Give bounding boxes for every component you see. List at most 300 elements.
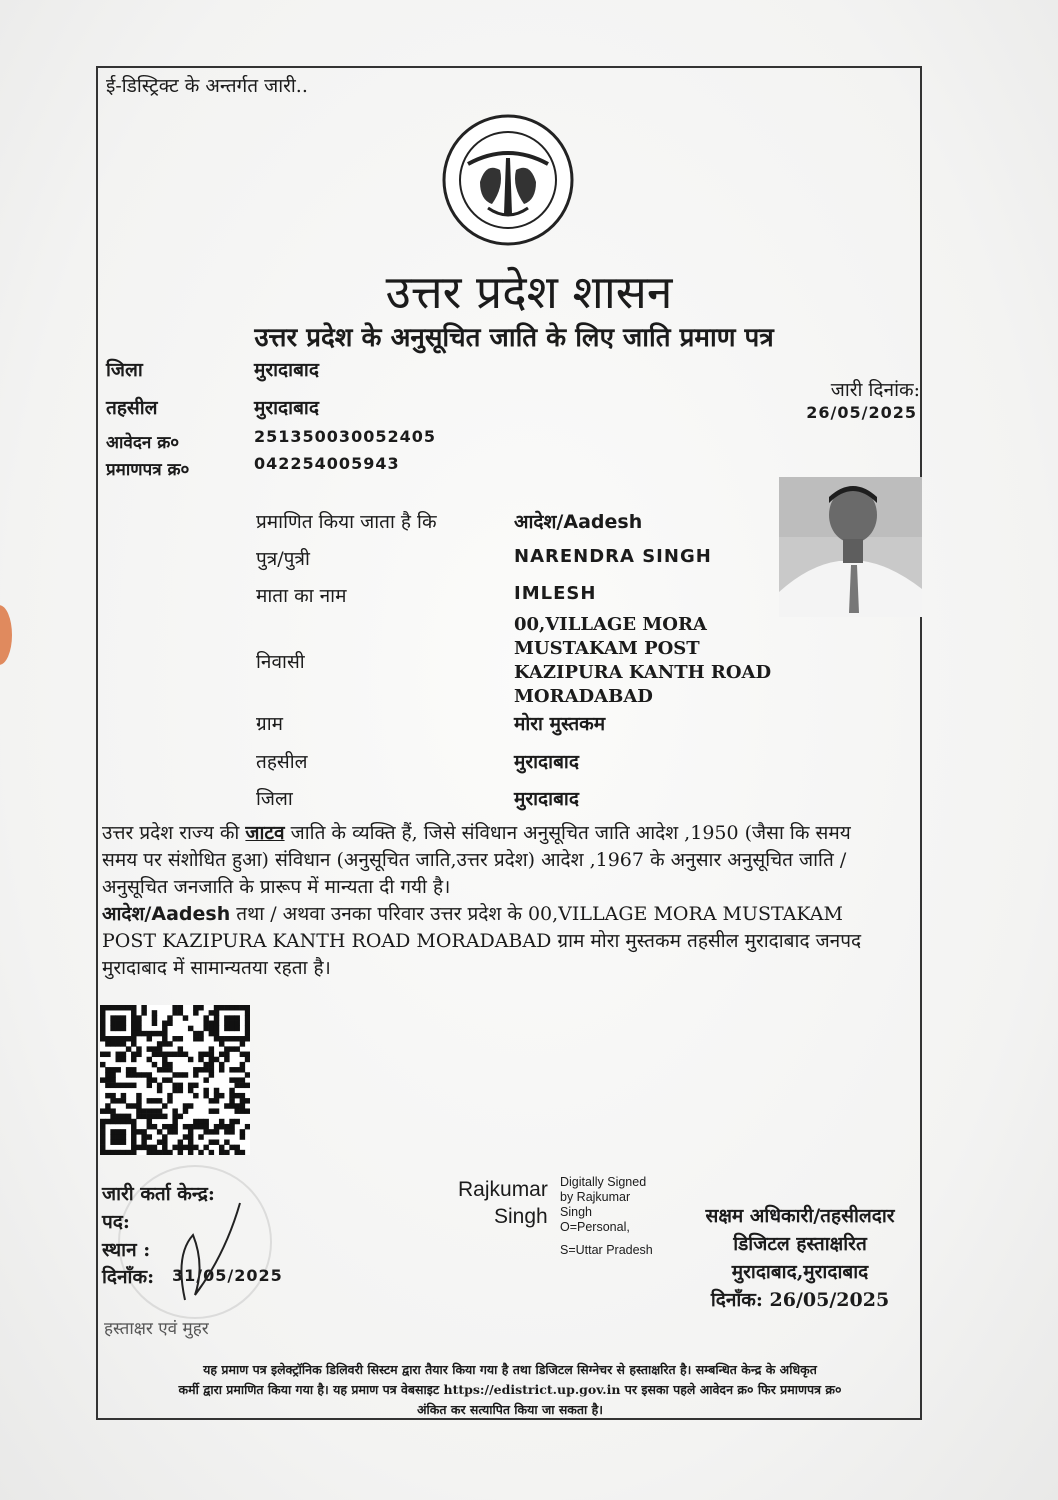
qr-module xyxy=(110,1134,115,1139)
qr-module xyxy=(157,1129,162,1134)
application-no-value: 251350030052405 xyxy=(254,427,436,446)
qr-module xyxy=(100,1052,105,1057)
place-label: स्थान : xyxy=(102,1239,151,1261)
qr-module xyxy=(105,1067,110,1072)
qr-module xyxy=(240,1093,245,1098)
qr-module xyxy=(234,1145,239,1150)
address-line: MUSTAKAM POST xyxy=(514,638,700,659)
qr-module xyxy=(162,1052,167,1057)
qr-module xyxy=(224,1139,229,1144)
caste-declaration-paragraph xyxy=(102,820,918,901)
qr-module xyxy=(234,1026,239,1031)
qr-module xyxy=(110,1005,115,1010)
qr-module xyxy=(214,1088,219,1093)
qr-module xyxy=(245,1005,250,1010)
qr-module xyxy=(234,1046,239,1051)
resident-address xyxy=(514,613,771,709)
qr-module xyxy=(141,1108,146,1113)
qr-module xyxy=(131,1072,136,1077)
qr-module xyxy=(100,1010,105,1015)
text: जाति के व्यक्ति हैं, जिसे संविधान अनुसूचित जाति आदेश ,1950 (जैसा कि समय xyxy=(290,822,851,844)
qr-module xyxy=(131,1031,136,1036)
qr-module xyxy=(100,1108,105,1113)
qr-module xyxy=(121,1119,126,1124)
qr-module xyxy=(209,1108,214,1113)
district-label: जिला xyxy=(106,359,143,381)
qr-module xyxy=(188,1129,193,1134)
qr-module xyxy=(131,1052,136,1057)
qr-module xyxy=(162,1134,167,1139)
mother-name-text: IMLESH xyxy=(514,583,597,604)
qr-module xyxy=(162,1077,167,1082)
qr-module xyxy=(224,1124,229,1129)
qr-module xyxy=(162,1114,167,1119)
qr-module xyxy=(198,1124,203,1129)
qr-module xyxy=(162,1150,167,1155)
qr-module xyxy=(203,1077,208,1082)
qr-module xyxy=(240,1077,245,1082)
qr-module xyxy=(121,1129,126,1134)
text: समय पर संशोधित हुआ) संविधान (अनुसूचित जाति,उत्तर प्रदेश) आदेश ,1967 के अनुसार अनुसूचित जाति / xyxy=(102,849,847,871)
verification-qr-code xyxy=(100,1005,250,1155)
qr-module xyxy=(203,1145,208,1150)
qr-module xyxy=(110,1093,115,1098)
qr-module xyxy=(178,1088,183,1093)
qr-module xyxy=(203,1052,208,1057)
qr-module xyxy=(162,1139,167,1144)
qr-module xyxy=(110,1021,115,1026)
qr-module xyxy=(219,1067,224,1072)
qr-module xyxy=(224,1046,229,1051)
qr-module xyxy=(136,1026,141,1031)
qr-module xyxy=(105,1052,110,1057)
qr-module xyxy=(121,1026,126,1031)
qr-module xyxy=(209,1010,214,1015)
qr-module xyxy=(141,1072,146,1077)
qr-module xyxy=(183,1108,188,1113)
qr-module xyxy=(193,1083,198,1088)
qr-module xyxy=(152,1150,157,1155)
qr-module xyxy=(214,1057,219,1062)
qr-module xyxy=(152,1145,157,1150)
qr-module xyxy=(136,1108,141,1113)
qr-module xyxy=(110,1129,115,1134)
handwritten-signature xyxy=(165,1195,255,1305)
text: Digitally Signed xyxy=(560,1175,647,1189)
qr-module xyxy=(147,1114,152,1119)
qr-module xyxy=(110,1036,115,1041)
qr-module xyxy=(152,1114,157,1119)
qr-module xyxy=(229,1103,234,1108)
qr-module xyxy=(167,1062,172,1067)
qr-module xyxy=(167,1015,172,1020)
qr-module xyxy=(240,1134,245,1139)
qr-module xyxy=(152,1062,157,1067)
qr-module xyxy=(121,1021,126,1026)
text: दिनाँक: 26/05/2025 xyxy=(710,1289,890,1311)
text: अनुसूचित जनजाति के प्रारूप में मान्यता दी गयी है। xyxy=(102,876,451,898)
qr-module xyxy=(116,1083,121,1088)
qr-module xyxy=(147,1124,152,1129)
qr-module xyxy=(157,1139,162,1144)
qr-module xyxy=(234,1083,239,1088)
qr-module xyxy=(136,1145,141,1150)
qr-module xyxy=(183,1134,188,1139)
qr-module xyxy=(116,1139,121,1144)
qr-module xyxy=(141,1139,146,1144)
qr-module xyxy=(141,1005,146,1010)
qr-module xyxy=(203,1062,208,1067)
qr-module xyxy=(121,1041,126,1046)
qr-module xyxy=(234,1093,239,1098)
qr-module xyxy=(152,1031,157,1036)
qr-module xyxy=(188,1145,193,1150)
qr-module xyxy=(100,1150,105,1155)
certificate-no-value: 042254005943 xyxy=(254,454,400,473)
certificate-no-label: प्रमाणपत्र क्र० xyxy=(106,460,190,480)
text: by Rajkumar xyxy=(560,1190,631,1204)
qr-module xyxy=(152,1046,157,1051)
qr-module xyxy=(100,1124,105,1129)
up-government-emblem xyxy=(440,112,576,248)
qr-module xyxy=(116,1114,121,1119)
qr-module xyxy=(116,1041,121,1046)
qr-module xyxy=(229,1026,234,1031)
qr-module xyxy=(203,1067,208,1072)
post-label: पद: xyxy=(102,1211,130,1233)
issue-date-label: जारी दिनांक: xyxy=(830,379,920,401)
qr-module xyxy=(209,1031,214,1036)
qr-module xyxy=(198,1134,203,1139)
qr-module xyxy=(219,1124,224,1129)
qr-module xyxy=(136,1021,141,1026)
qr-module xyxy=(152,1077,157,1082)
qr-module xyxy=(167,1067,172,1072)
qr-module xyxy=(136,1093,141,1098)
qr-module xyxy=(245,1083,250,1088)
qr-module xyxy=(203,1015,208,1020)
footer-verification-note xyxy=(102,1360,918,1420)
qr-module xyxy=(245,1098,250,1103)
qr-module xyxy=(131,1150,136,1155)
qr-module xyxy=(131,1083,136,1088)
qr-module xyxy=(126,1114,131,1119)
qr-module xyxy=(214,1015,219,1020)
qr-module xyxy=(121,1052,126,1057)
qr-module xyxy=(183,1103,188,1108)
qr-module xyxy=(198,1067,203,1072)
qr-module xyxy=(214,1098,219,1103)
district-value: मुरादाबाद xyxy=(254,359,319,381)
qr-module xyxy=(136,1031,141,1036)
qr-module xyxy=(136,1052,141,1057)
qr-module xyxy=(126,1046,131,1051)
qr-module xyxy=(178,1052,183,1057)
qr-module xyxy=(245,1052,250,1057)
issuing-center-label: जारी कर्ता केन्द्र: xyxy=(102,1183,215,1205)
qr-module xyxy=(234,1067,239,1072)
qr-module xyxy=(219,1005,224,1010)
qr-module xyxy=(116,1036,121,1041)
qr-module xyxy=(152,1010,157,1015)
competent-authority xyxy=(682,1202,918,1314)
qr-module xyxy=(172,1088,177,1093)
qr-module xyxy=(178,1072,183,1077)
qr-module xyxy=(116,1005,121,1010)
qr-module xyxy=(198,1052,203,1057)
qr-module xyxy=(214,1036,219,1041)
certified-value: आदेश/Aadesh xyxy=(514,511,643,533)
details-district-label: जिला xyxy=(256,788,293,810)
qr-module xyxy=(224,1036,229,1041)
qr-module xyxy=(131,1015,136,1020)
qr-module xyxy=(219,1062,224,1067)
qr-module xyxy=(162,1026,167,1031)
residence-paragraph xyxy=(102,901,918,982)
village-label: ग्राम xyxy=(256,713,283,735)
qr-module xyxy=(229,1077,234,1082)
qr-module xyxy=(141,1129,146,1134)
qr-module xyxy=(131,1129,136,1134)
qr-module xyxy=(229,1067,234,1072)
qr-module xyxy=(229,1005,234,1010)
qr-module xyxy=(110,1077,115,1082)
qr-module xyxy=(147,1119,152,1124)
qr-module xyxy=(209,1021,214,1026)
qr-module xyxy=(188,1083,193,1088)
qr-module xyxy=(167,1129,172,1134)
qr-module xyxy=(198,1057,203,1062)
qr-module xyxy=(131,1010,136,1015)
qr-module xyxy=(229,1015,234,1020)
qr-module xyxy=(209,1139,214,1144)
qr-module xyxy=(131,1026,136,1031)
qr-module xyxy=(193,1072,198,1077)
signature-seal-label: हस्ताक्षर एवं मुहर xyxy=(104,1319,209,1339)
address-line: 00,VILLAGE MORA xyxy=(514,614,707,635)
qr-module xyxy=(157,1088,162,1093)
qr-module xyxy=(157,1083,162,1088)
qr-module xyxy=(141,1134,146,1139)
qr-module xyxy=(214,1124,219,1129)
qr-module xyxy=(167,1093,172,1098)
application-no-label: आवेदन क्र० xyxy=(106,433,180,453)
qr-module xyxy=(121,1057,126,1062)
qr-module xyxy=(167,1077,172,1082)
qr-module xyxy=(167,1124,172,1129)
qr-module xyxy=(198,1119,203,1124)
digital-signature-details xyxy=(560,1175,653,1258)
qr-module xyxy=(100,1026,105,1031)
qr-module xyxy=(234,1150,239,1155)
qr-module xyxy=(126,1103,131,1108)
qr-module xyxy=(100,1119,105,1124)
qr-module xyxy=(157,1114,162,1119)
qr-module xyxy=(245,1010,250,1015)
qr-module xyxy=(100,1031,105,1036)
qr-module xyxy=(224,1150,229,1155)
qr-module xyxy=(136,1015,141,1020)
digital-signer-name-1: Rajkumar xyxy=(458,1178,548,1201)
qr-module xyxy=(105,1083,110,1088)
qr-module xyxy=(198,1150,203,1155)
qr-module xyxy=(121,1005,126,1010)
qr-module xyxy=(100,1062,105,1067)
qr-module xyxy=(162,1145,167,1150)
qr-module xyxy=(172,1083,177,1088)
text: कर्मी द्वारा प्रमाणित किया गया है। यह प्रमाण पत्र वेबसाइट https://edistrict.up.gov.in पर इसका पहले आवेदन क्र० फिर प्रमाणपत्र क्र० xyxy=(178,1382,842,1397)
qr-module xyxy=(183,1145,188,1150)
qr-module xyxy=(234,1005,239,1010)
qr-module xyxy=(105,1005,110,1010)
qr-module xyxy=(193,1145,198,1150)
qr-module xyxy=(121,1093,126,1098)
qr-module xyxy=(193,1119,198,1124)
qr-module xyxy=(178,1114,183,1119)
qr-module xyxy=(219,1119,224,1124)
qr-module xyxy=(178,1145,183,1150)
qr-module xyxy=(229,1088,234,1093)
qr-module xyxy=(240,1062,245,1067)
qr-module xyxy=(105,1108,110,1113)
qr-module xyxy=(116,1150,121,1155)
qr-module xyxy=(121,1036,126,1041)
qr-module xyxy=(136,1098,141,1103)
qr-module xyxy=(105,1093,110,1098)
text: सक्षम अधिकारी/तहसीलदार xyxy=(705,1205,895,1227)
qr-module xyxy=(214,1108,219,1113)
qr-module xyxy=(162,1067,167,1072)
qr-module xyxy=(100,1077,105,1082)
qr-module xyxy=(147,1072,152,1077)
qr-module xyxy=(116,1129,121,1134)
son-daughter-label: पुत्र/पुत्री xyxy=(256,548,310,570)
text: POST KAZIPURA KANTH ROAD MORADABAD ग्राम मोरा मुस्तकम तहसील मुरादाबाद जनपद xyxy=(102,930,862,952)
qr-module xyxy=(245,1072,250,1077)
qr-module xyxy=(183,1015,188,1020)
qr-module xyxy=(110,1026,115,1031)
qr-module xyxy=(131,1134,136,1139)
qr-module xyxy=(188,1026,193,1031)
qr-module xyxy=(116,1098,121,1103)
qr-module xyxy=(178,1150,183,1155)
qr-module xyxy=(126,1150,131,1155)
qr-module xyxy=(209,1072,214,1077)
qr-module xyxy=(188,1139,193,1144)
qr-module xyxy=(240,1036,245,1041)
qr-module xyxy=(121,1098,126,1103)
qr-module xyxy=(219,1052,224,1057)
qr-module xyxy=(234,1108,239,1113)
qr-module xyxy=(234,1103,239,1108)
qr-module xyxy=(131,1005,136,1010)
qr-module xyxy=(131,1067,136,1072)
qr-module xyxy=(188,1124,193,1129)
qr-module xyxy=(141,1010,146,1015)
qr-module xyxy=(245,1036,250,1041)
qr-module xyxy=(105,1150,110,1155)
qr-module xyxy=(214,1129,219,1134)
tehsil-value: मुरादाबाद xyxy=(254,397,319,419)
qr-module xyxy=(178,1046,183,1051)
qr-module xyxy=(110,1098,115,1103)
qr-module xyxy=(162,1124,167,1129)
qr-module xyxy=(172,1072,177,1077)
qr-module xyxy=(178,1036,183,1041)
qr-module xyxy=(240,1052,245,1057)
qr-module xyxy=(214,1093,219,1098)
qr-module xyxy=(131,1145,136,1150)
qr-module xyxy=(193,1036,198,1041)
qr-module xyxy=(209,1129,214,1134)
qr-module xyxy=(116,1052,121,1057)
qr-module xyxy=(183,1052,188,1057)
qr-module xyxy=(224,1129,229,1134)
qr-module xyxy=(178,1010,183,1015)
qr-module xyxy=(157,1041,162,1046)
qr-module xyxy=(110,1067,115,1072)
qr-module xyxy=(126,1119,131,1124)
qr-module xyxy=(152,1052,157,1057)
qr-module xyxy=(121,1134,126,1139)
text: मुरादाबाद,मुरादाबाद xyxy=(731,1261,869,1283)
qr-module xyxy=(136,1072,141,1077)
qr-module xyxy=(167,1150,172,1155)
qr-module xyxy=(234,1015,239,1020)
details-district-value: मुरादाबाद xyxy=(514,788,579,810)
text: मुरादाबाद में सामान्यतया रहता है। xyxy=(102,957,331,979)
qr-module xyxy=(131,1021,136,1026)
address-line: KAZIPURA KANTH ROAD xyxy=(514,662,772,683)
qr-module xyxy=(172,1052,177,1057)
qr-module xyxy=(172,1036,177,1041)
qr-module xyxy=(167,1052,172,1057)
qr-module xyxy=(240,1108,245,1113)
qr-module xyxy=(229,1124,234,1129)
qr-module xyxy=(152,1108,157,1113)
qr-module xyxy=(110,1041,115,1046)
qr-module xyxy=(172,1119,177,1124)
qr-module xyxy=(162,1031,167,1036)
qr-module xyxy=(224,1005,229,1010)
qr-module xyxy=(172,1108,177,1113)
qr-module xyxy=(245,1026,250,1031)
applicant-name: आदेश/Aadesh xyxy=(102,903,231,925)
qr-module xyxy=(224,1052,229,1057)
qr-module xyxy=(147,1046,152,1051)
qr-module xyxy=(203,1124,208,1129)
qr-module xyxy=(100,1134,105,1139)
qr-module xyxy=(136,1046,141,1051)
qr-module xyxy=(116,1015,121,1020)
qr-module xyxy=(162,1103,167,1108)
qr-module xyxy=(219,1041,224,1046)
issue-date-label-bottom: दिनाँक: xyxy=(102,1266,155,1288)
qr-module xyxy=(172,1124,177,1129)
qr-module xyxy=(141,1114,146,1119)
qr-module xyxy=(224,1057,229,1062)
text: O=Personal, xyxy=(560,1220,630,1234)
qr-module xyxy=(240,1103,245,1108)
qr-module xyxy=(105,1036,110,1041)
qr-module xyxy=(188,1088,193,1093)
qr-module xyxy=(234,1021,239,1026)
qr-module xyxy=(219,1093,224,1098)
text: अंकित कर सत्यापित किया जा सकता है। xyxy=(417,1402,603,1417)
qr-module xyxy=(121,1015,126,1020)
qr-module xyxy=(131,1119,136,1124)
certified-label: प्रमाणित किया जाता है कि xyxy=(256,511,437,533)
